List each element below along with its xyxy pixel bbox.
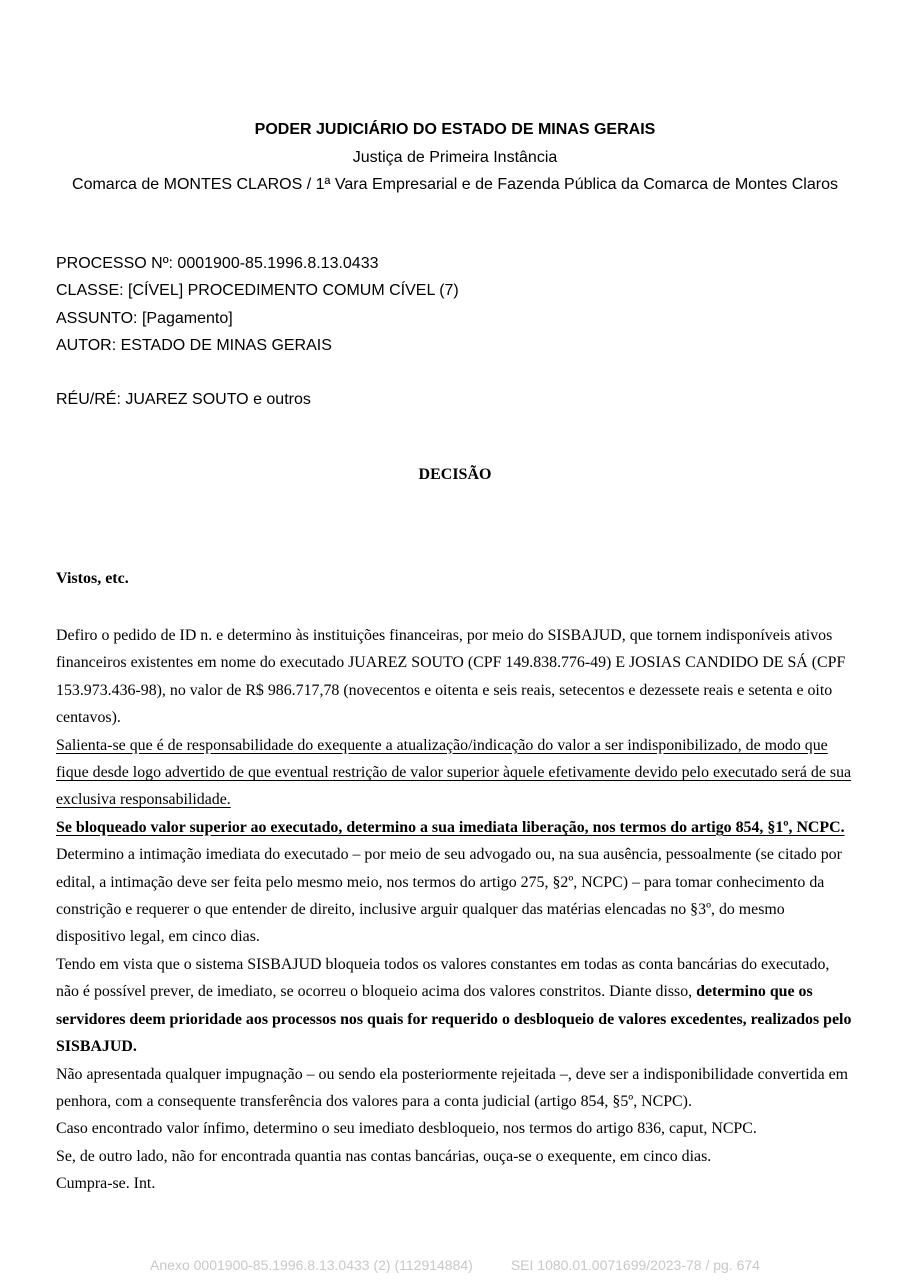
court-title: PODER JUDICIÁRIO DO ESTADO DE MINAS GERAIS	[254, 121, 656, 138]
court-comarca: Comarca de MONTES CLAROS / 1ª Vara Empresarial e de Fazenda Pública da Comarca de Montes Claros	[72, 176, 838, 193]
paragraph-conversion: Não apresentada qualquer impugnação – ou sendo ela posteriormente rejeitada –, deve ser a indisponibilidade convertida em penhora, com a consequente transferência dos valores para a conta judicial (artigo 854, §5º, NCPC).	[56, 1065, 849, 1110]
page-footer	[0, 1257, 910, 1273]
case-metadata	[56, 250, 854, 413]
paragraph-intimation: Determino a intimação imediata do executado – por meio de seu advogado ou, na sua ausência, pessoalmente (se citado por edital, a intimação deve ser feita pelo mesmo meio, nos termos do artigo 275, §2º, NCPC) – para tomar conhecimento da constrição e requerer o que entender de direito, inclusive arguir qualquer das matérias elencadas no §3º, do mesmo dispositivo legal, em cinco dias.	[56, 846, 842, 946]
vistos-heading: Vistos, etc.	[56, 570, 129, 587]
paragraph-no-funds: Se, de outro lado, não for encontrada quantia nas contas bancárias, ouça-se o exequente, em cinco dias.	[56, 1147, 712, 1165]
case-author: AUTOR: ESTADO DE MINAS GERAIS	[56, 336, 332, 354]
process-number: PROCESSO Nº: 0001900-85.1996.8.13.0433	[56, 255, 379, 272]
paragraph-closing: Cumpra-se. Int.	[56, 1175, 156, 1193]
decision-body	[56, 622, 852, 1198]
case-subject: ASSUNTO: [Pagamento]	[56, 309, 233, 327]
paragraph-minimal-value: Caso encontrado valor ínfimo, determino o seu imediato desbloqueio, nos termos do artigo 836, caput, NCPC.	[56, 1120, 757, 1138]
paragraph-release: Se bloqueado valor superior ao executado, determino a sua imediata liberação, nos termos do artigo 854, §1º, NCPC.	[56, 818, 845, 836]
priority-text: Tendo em vista que o sistema SISBAJUD bloqueia todos os valores constantes em todas as conta bancárias do executado, não é possível prever, de imediato, se ocorreu o bloqueio acima dos valores constritos. Diante disso,	[56, 955, 830, 1001]
paragraph-grant: Defiro o pedido de ID n. e determino às instituições financeiras, por meio do SISBAJUD, que tornem indisponíveis ativos financeiros existentes em nome do executado JUAREZ SOUTO (CPF 149.838.776-49) E JOSIAS CANDIDO DE SÁ (CPF 153.973.436-98), no valor de R$ 986.717,78 (novecentos e oitenta e seis reais, setecentos e dezessete reais e setenta e oito centavos).	[56, 627, 846, 727]
decision-title: DECISÃO	[418, 466, 492, 483]
footer-sei-page: SEI 1080.01.0071699/2023-78 / pg. 674	[510, 1257, 760, 1273]
paragraph-priority	[56, 951, 852, 1061]
court-instance: Justiça de Primeira Instância	[352, 148, 558, 166]
case-class: CLASSE: [CÍVEL] PROCEDIMENTO COMUM CÍVEL (7)	[56, 282, 459, 300]
case-defendant: RÉU/RÉ: JUAREZ SOUTO e outros	[56, 391, 311, 409]
paragraph-responsibility: Salienta-se que é de responsabilidade do exequente a atualização/indicação do valor a ser indisponibilizado, de modo que fique desde logo advertido de que eventual restrição de valor superior àquele efetivamente devido pelo executado será de sua exclusiva responsabilidade.	[56, 736, 852, 809]
priority-bold-text: determino que os servidores deem prioridade aos processos nos quais for requerido o desbloqueio de valores excedentes, realizados pelo SISBAJUD.	[56, 983, 852, 1056]
document-header	[56, 116, 854, 199]
footer-annex: Anexo 0001900-85.1996.8.13.0433 (2) (112914884)	[150, 1257, 473, 1273]
